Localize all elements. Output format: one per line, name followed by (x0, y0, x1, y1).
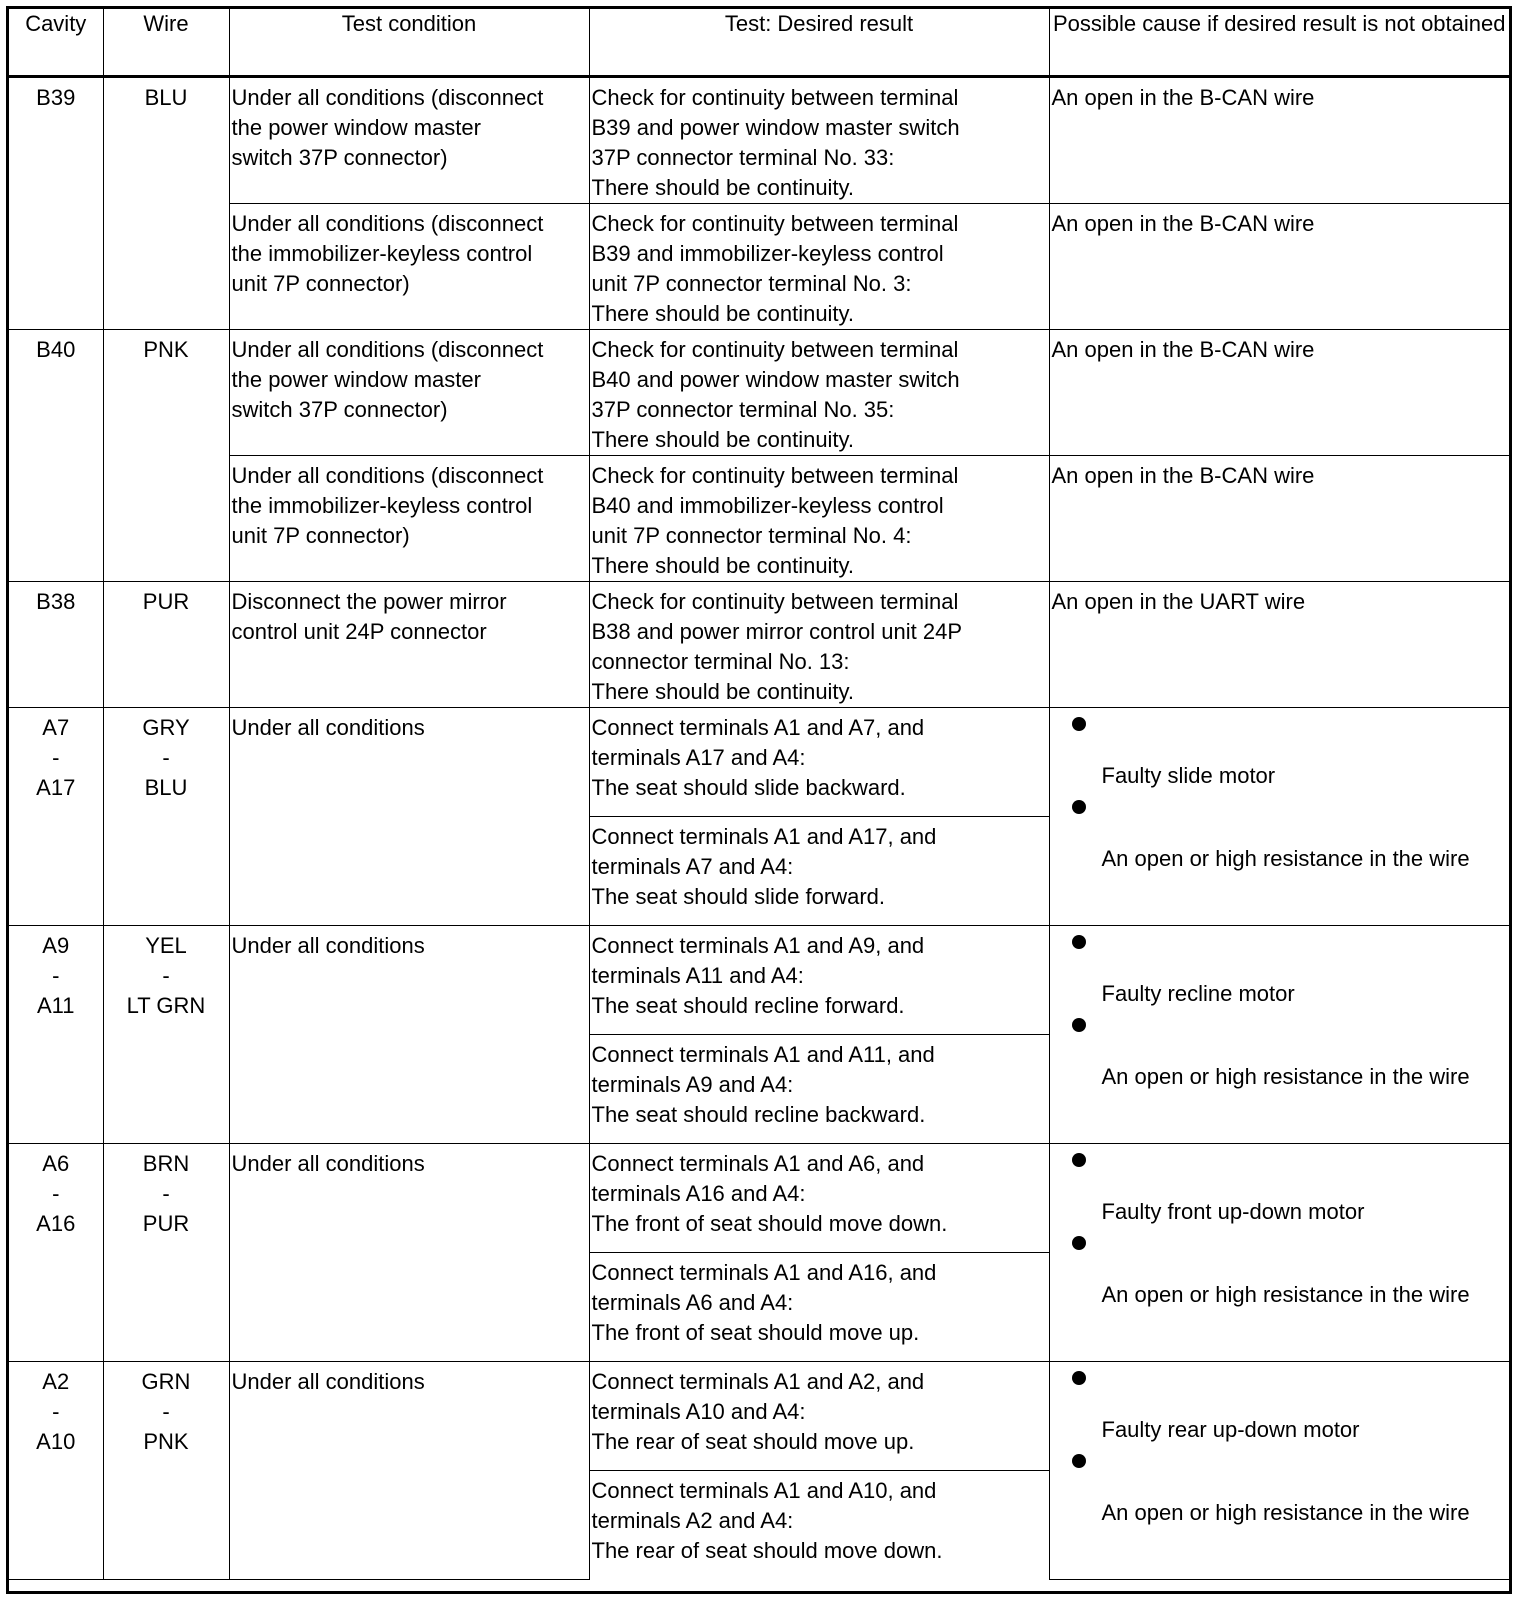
condition-line: Under all conditions (disconnect (231, 210, 544, 236)
cause-bullet-item (1052, 1454, 1508, 1528)
cavity-line: - (52, 1180, 60, 1206)
desired-result-cell (589, 581, 1049, 707)
possible-cause-cell: An open in the B-CAN wire (1049, 203, 1509, 329)
result-line: terminals A17 and A4: (591, 744, 806, 770)
result-line: unit 7P connector terminal No. 3: (591, 270, 912, 296)
table-row (9, 76, 1509, 203)
table-row (9, 1143, 1509, 1252)
bullet-dot-icon (1072, 1236, 1086, 1250)
condition-line: unit 7P connector) (231, 522, 410, 548)
table-row (9, 455, 1509, 581)
cause-bullet-item (1052, 800, 1508, 874)
result-line: The rear of seat should move up. (591, 1428, 915, 1454)
result-line: The seat should slide backward. (591, 774, 906, 800)
cavity-line: - (52, 962, 60, 988)
desired-result-cell (589, 1470, 1049, 1579)
possible-cause-cell (1049, 1143, 1509, 1361)
table-row (9, 329, 1509, 455)
wire-line: PUR (142, 588, 190, 614)
condition-line: the power window master (231, 366, 481, 392)
cause-text: An open or high resistance in the wire (1101, 1281, 1470, 1307)
test-condition-cell: Under all conditions (229, 925, 589, 1143)
cavity-line: A9 (42, 932, 70, 958)
wire-cell (103, 707, 229, 925)
desired-result-cell (589, 707, 1049, 816)
result-line: Connect terminals A1 and A7, and (591, 714, 925, 740)
header-wire: Wire (103, 9, 229, 76)
result-line: B39 and power window master switch (591, 114, 960, 140)
result-line: terminals A16 and A4: (591, 1180, 806, 1206)
cause-bullet-item (1052, 935, 1508, 1009)
wire-line: - (162, 1180, 170, 1206)
result-line: There should be continuity. (591, 426, 855, 452)
cavity-line: A17 (36, 774, 76, 800)
header-test-condition: Test condition (229, 9, 589, 76)
test-condition-cell (229, 76, 589, 203)
result-line: Check for continuity between terminal (591, 462, 959, 488)
result-line: There should be continuity. (591, 300, 855, 326)
condition-line: Under all conditions (disconnect (231, 462, 544, 488)
table-row (9, 925, 1509, 1034)
result-line: unit 7P connector terminal No. 4: (591, 522, 912, 548)
cause-text: Faulty rear up-down motor (1101, 1416, 1360, 1442)
cavity-cell (9, 925, 103, 1143)
condition-line: switch 37P connector) (231, 144, 448, 170)
result-line: The seat should recline backward. (591, 1101, 926, 1127)
cavity-line: B40 (36, 336, 76, 362)
condition-line: the immobilizer-keyless control (231, 492, 533, 518)
test-condition-cell (229, 581, 589, 707)
cause-bullet-item (1052, 1153, 1508, 1227)
result-line: 37P connector terminal No. 35: (591, 396, 895, 422)
troubleshooting-table (9, 9, 1509, 1580)
condition-line: the immobilizer-keyless control (231, 240, 533, 266)
result-line: Connect terminals A1 and A10, and (591, 1477, 937, 1503)
wire-line: BLU (144, 774, 188, 800)
condition-line: Under all conditions (disconnect (231, 84, 544, 110)
test-condition-cell (229, 329, 589, 455)
result-line: terminals A9 and A4: (591, 1071, 794, 1097)
possible-cause-cell (1049, 707, 1509, 925)
result-line: Connect terminals A1 and A9, and (591, 932, 925, 958)
possible-cause-cell: An open in the B-CAN wire (1049, 76, 1509, 203)
result-line: Connect terminals A1 and A17, and (591, 823, 937, 849)
cavity-cell (9, 1143, 103, 1361)
wire-line: YEL (145, 932, 187, 958)
bullet-dot-icon (1072, 800, 1086, 814)
test-condition-cell: Under all conditions (229, 707, 589, 925)
cavity-line: A7 (42, 714, 70, 740)
test-condition-cell: Under all conditions (229, 1143, 589, 1361)
bullet-dot-icon (1072, 1454, 1086, 1468)
result-line: Check for continuity between terminal (591, 84, 959, 110)
bullet-dot-icon (1072, 1371, 1086, 1385)
wire-line: PUR (142, 1210, 190, 1236)
cavity-cell (9, 707, 103, 925)
desired-result-cell (589, 203, 1049, 329)
bullet-dot-icon (1072, 1018, 1086, 1032)
cause-text: Faulty slide motor (1101, 762, 1276, 788)
wire-line: - (162, 962, 170, 988)
wire-line: - (162, 744, 170, 770)
table-row (9, 203, 1509, 329)
wire-cell (103, 925, 229, 1143)
cavity-line: B39 (36, 84, 76, 110)
result-line: Check for continuity between terminal (591, 210, 959, 236)
test-condition-cell: Under all conditions (229, 1361, 589, 1579)
result-line: terminals A2 and A4: (591, 1507, 794, 1533)
result-line: The front of seat should move up. (591, 1319, 920, 1345)
cavity-cell (9, 1361, 103, 1579)
result-line: Check for continuity between terminal (591, 336, 959, 362)
result-line: The seat should slide forward. (591, 883, 885, 909)
wire-line: PNK (143, 1428, 189, 1454)
table-row (9, 707, 1509, 816)
wire-line: PNK (143, 336, 189, 362)
desired-result-cell (589, 925, 1049, 1034)
result-line: B39 and immobilizer-keyless control (591, 240, 944, 266)
header-possible-cause: Possible cause if desired result is not obtained (1049, 9, 1509, 76)
wire-cell (103, 76, 229, 329)
result-line: terminals A7 and A4: (591, 853, 794, 879)
condition-line: Disconnect the power mirror (231, 588, 507, 614)
desired-result-cell (589, 1143, 1049, 1252)
result-line: terminals A10 and A4: (591, 1398, 806, 1424)
condition-line: Under all conditions (disconnect (231, 336, 544, 362)
result-line: terminals A6 and A4: (591, 1289, 794, 1315)
cavity-cell (9, 329, 103, 581)
cavity-line: A2 (42, 1368, 70, 1394)
bullet-dot-icon (1072, 935, 1086, 949)
desired-result-cell (589, 1034, 1049, 1143)
cause-text: An open or high resistance in the wire (1101, 845, 1470, 871)
table-row (9, 1361, 1509, 1470)
bullet-dot-icon (1072, 717, 1086, 731)
result-line: Connect terminals A1 and A11, and (591, 1041, 935, 1067)
troubleshooting-table-frame (6, 6, 1512, 1594)
result-line: connector terminal No. 13: (591, 648, 850, 674)
result-line: Connect terminals A1 and A2, and (591, 1368, 925, 1394)
condition-line: unit 7P connector) (231, 270, 410, 296)
possible-cause-cell (1049, 1361, 1509, 1579)
bullet-dot-icon (1072, 1153, 1086, 1167)
cavity-line: A11 (36, 992, 75, 1018)
cavity-cell (9, 76, 103, 329)
condition-line: control unit 24P connector (231, 618, 487, 644)
wire-line: BRN (142, 1150, 190, 1176)
wire-line: - (162, 1398, 170, 1424)
cause-text: Faulty front up-down motor (1101, 1198, 1365, 1224)
desired-result-cell (589, 816, 1049, 925)
possible-cause-cell (1049, 925, 1509, 1143)
result-line: There should be continuity. (591, 552, 855, 578)
cause-bullet-item (1052, 1018, 1508, 1092)
result-line: Connect terminals A1 and A6, and (591, 1150, 925, 1176)
cavity-line: - (52, 1398, 60, 1424)
result-line: 37P connector terminal No. 33: (591, 144, 895, 170)
header-cavity: Cavity (9, 9, 103, 76)
wire-line: GRN (141, 1368, 191, 1394)
result-line: There should be continuity. (591, 174, 855, 200)
wire-cell (103, 1143, 229, 1361)
result-line: There should be continuity. (591, 678, 855, 704)
desired-result-cell (589, 1252, 1049, 1361)
possible-cause-cell: An open in the B-CAN wire (1049, 329, 1509, 455)
condition-line: the power window master (231, 114, 481, 140)
possible-cause-cell: An open in the B-CAN wire (1049, 455, 1509, 581)
desired-result-cell (589, 455, 1049, 581)
cause-bullet-item (1052, 717, 1508, 791)
table-body (9, 76, 1509, 1579)
wire-cell (103, 581, 229, 707)
table-row (9, 581, 1509, 707)
result-line: B40 and immobilizer-keyless control (591, 492, 944, 518)
cavity-cell (9, 581, 103, 707)
desired-result-cell (589, 76, 1049, 203)
cause-text: An open or high resistance in the wire (1101, 1499, 1470, 1525)
header-desired-result: Test: Desired result (589, 9, 1049, 76)
test-condition-cell (229, 203, 589, 329)
cavity-line: A6 (42, 1150, 70, 1176)
result-line: The front of seat should move down. (591, 1210, 948, 1236)
cause-text: Faulty recline motor (1101, 980, 1295, 1006)
result-line: The rear of seat should move down. (591, 1537, 943, 1563)
possible-cause-cell: An open in the UART wire (1049, 581, 1509, 707)
result-line: terminals A11 and A4: (591, 962, 804, 988)
cause-text: An open or high resistance in the wire (1101, 1063, 1470, 1089)
result-line: The seat should recline forward. (591, 992, 905, 1018)
result-line: B38 and power mirror control unit 24P (591, 618, 963, 644)
wire-line: GRY (142, 714, 190, 740)
result-line: Connect terminals A1 and A16, and (591, 1259, 937, 1285)
wire-cell (103, 329, 229, 581)
cause-bullet-item (1052, 1236, 1508, 1310)
cavity-line: - (52, 744, 60, 770)
desired-result-cell (589, 329, 1049, 455)
header-row (9, 9, 1509, 76)
cavity-line: B38 (36, 588, 76, 614)
condition-line: switch 37P connector) (231, 396, 448, 422)
wire-line: BLU (144, 84, 188, 110)
wire-line: LT GRN (126, 992, 206, 1018)
result-line: B40 and power window master switch (591, 366, 960, 392)
cavity-line: A10 (36, 1428, 76, 1454)
wire-cell (103, 1361, 229, 1579)
desired-result-cell (589, 1361, 1049, 1470)
cavity-line: A16 (36, 1210, 76, 1236)
result-line: Check for continuity between terminal (591, 588, 959, 614)
test-condition-cell (229, 455, 589, 581)
cause-bullet-item (1052, 1371, 1508, 1445)
